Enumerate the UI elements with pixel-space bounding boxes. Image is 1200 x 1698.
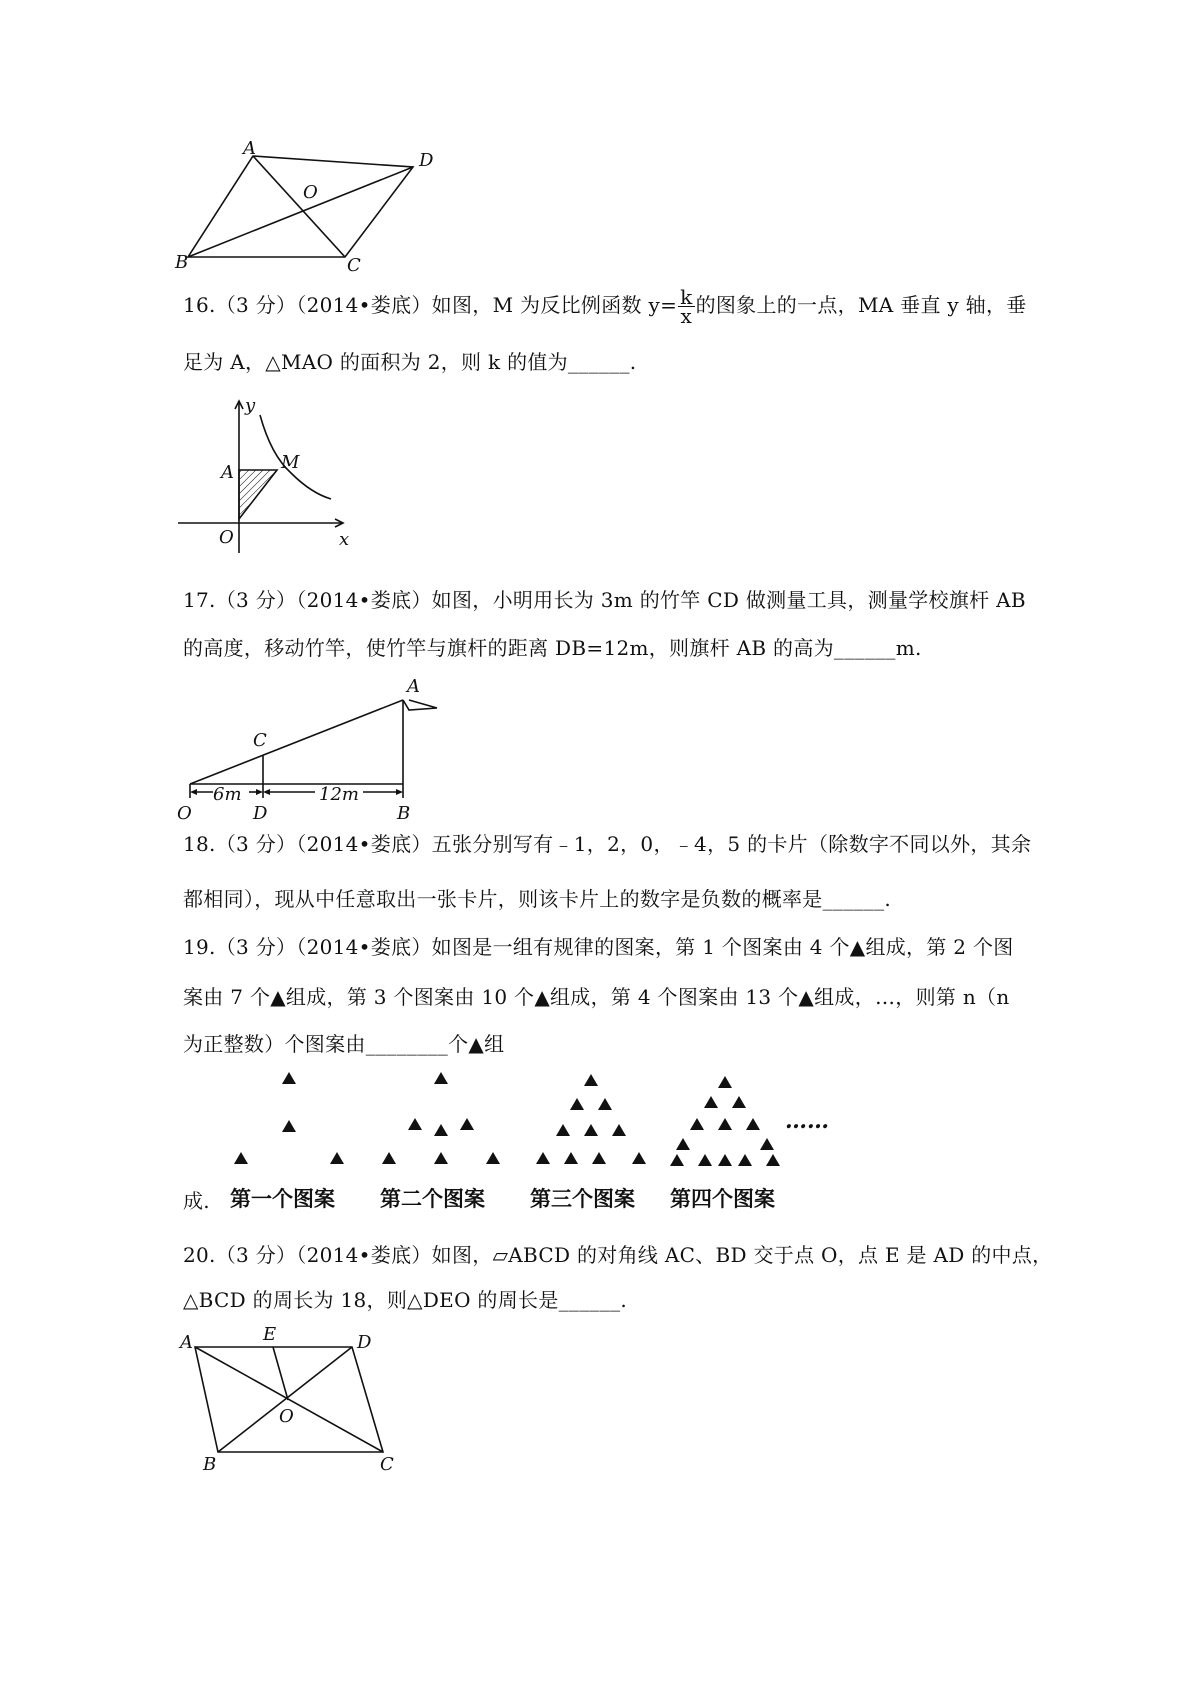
caption-pattern-4: 第四个图案 xyxy=(670,1187,775,1211)
triangle-mark xyxy=(282,1072,296,1084)
triangle-mark xyxy=(434,1152,448,1164)
label-o: O xyxy=(177,803,192,824)
label-a: A xyxy=(221,462,234,483)
q18-line2: 都相同），现从中任意取出一张卡片，则该卡片上的数字是负数的概率是______. xyxy=(183,887,892,911)
triangle-mark xyxy=(584,1074,598,1086)
q19-line2: 案由 7 个▲组成，第 3 个图案由 10 个▲组成，第 4 个图案由 13 个▲组成，…，则第 n（n xyxy=(183,985,1010,1009)
q16-fraction-denominator: x xyxy=(680,304,693,328)
label-b: B xyxy=(175,252,189,273)
triangle-mark xyxy=(738,1154,752,1166)
pattern-ellipsis: …… xyxy=(785,1108,829,1134)
q18-line1: 18.（3 分）（2014•娄底）五张分别写有﹣1，2，0，﹣4，5 的卡片（除数字不同以外，其余 xyxy=(183,832,1032,856)
q16-text-b: 的图象上的一点，MA 垂直 y 轴，垂 xyxy=(695,293,1027,317)
q20-line1: 20.（3 分）（2014•娄底）如图，▱ABCD 的对角线 AC、BD 交于点 O，点 E 是 AD 的中点， xyxy=(183,1243,1053,1267)
label-d: D xyxy=(419,150,434,171)
label-o: O xyxy=(279,1406,294,1427)
label-a: A xyxy=(407,676,420,697)
triangle-mark xyxy=(282,1120,296,1132)
pattern-2 xyxy=(382,1072,500,1164)
triangle-mark xyxy=(704,1096,718,1108)
triangle-mark xyxy=(760,1138,774,1150)
caption-pattern-1: 第一个图案 xyxy=(230,1187,335,1211)
label-c: C xyxy=(347,255,361,276)
triangle-mark xyxy=(718,1076,732,1088)
pattern-3 xyxy=(536,1074,646,1164)
triangle-mark xyxy=(460,1118,474,1130)
label-c: C xyxy=(253,730,267,751)
triangle-mark xyxy=(486,1152,500,1164)
q16-line1 xyxy=(183,285,1027,328)
triangle-mark xyxy=(434,1124,448,1136)
label-x: x xyxy=(339,529,350,550)
label-a: A xyxy=(243,138,256,159)
triangle-mark xyxy=(670,1154,684,1166)
triangle-mark xyxy=(330,1152,344,1164)
triangle-mark xyxy=(698,1154,712,1166)
q20-line2: △BCD 的周长为 18，则△DEO 的周长是______. xyxy=(183,1288,628,1312)
figure-triangle-patterns xyxy=(225,1068,865,1178)
q19-line1: 19.（3 分）（2014•娄底）如图是一组有规律的图案，第 1 个图案由 4 个▲组成，第 2 个图 xyxy=(183,935,1014,959)
label-d: D xyxy=(357,1332,372,1353)
triangle-mark xyxy=(598,1098,612,1110)
label-od-length: 6m xyxy=(213,784,242,805)
pattern-1 xyxy=(234,1072,344,1164)
label-b: B xyxy=(397,803,411,824)
label-o: O xyxy=(303,182,318,203)
triangle-mark xyxy=(718,1118,732,1130)
q17-line1: 17.（3 分）（2014•娄底）如图，小明用长为 3m 的竹竿 CD 做测量工具，测量学校旗杆 AB xyxy=(183,588,1026,612)
q16-line2: 足为 A，△MAO 的面积为 2，则 k 的值为______. xyxy=(183,350,637,374)
q17-line2: 的高度，移动竹竿，使竹竿与旗杆的距离 DB=12m，则旗杆 AB 的高为______m. xyxy=(183,636,922,660)
triangle-mark xyxy=(584,1124,598,1136)
triangle-mark xyxy=(766,1154,780,1166)
triangle-mark xyxy=(690,1118,704,1130)
figure-flagpole xyxy=(175,672,445,824)
triangle-mark xyxy=(434,1072,448,1084)
triangle-mark xyxy=(718,1154,732,1166)
triangle-mark xyxy=(556,1124,570,1136)
q16-fraction-numerator: k xyxy=(680,285,693,309)
label-db-length: 12m xyxy=(319,784,359,805)
q16-text-a: 16.（3 分）（2014•娄底）如图，M 为反比例函数 y= xyxy=(183,293,678,317)
label-d: D xyxy=(253,803,268,824)
label-e: E xyxy=(263,1324,277,1345)
triangle-mark xyxy=(570,1098,584,1110)
pattern-4 xyxy=(670,1076,780,1166)
label-c: C xyxy=(380,1454,394,1475)
label-m: M xyxy=(281,452,300,473)
triangle-mark xyxy=(382,1152,396,1164)
q19-line4: 成. xyxy=(183,1189,210,1213)
label-y: y xyxy=(245,395,256,416)
triangle-mark xyxy=(564,1152,578,1164)
caption-pattern-3: 第三个图案 xyxy=(530,1187,635,1211)
triangle-mark xyxy=(592,1152,606,1164)
caption-pattern-2: 第二个图案 xyxy=(380,1187,485,1211)
triangle-mark xyxy=(536,1152,550,1164)
triangle-mark xyxy=(732,1096,746,1108)
triangle-mark xyxy=(408,1118,422,1130)
figure-parallelogram-abcd xyxy=(175,140,435,275)
label-o: O xyxy=(219,527,234,548)
q16-fraction xyxy=(678,285,694,328)
figure-parallelogram-abcd-midpoint xyxy=(175,1322,415,1474)
label-a: A xyxy=(180,1332,193,1353)
triangle-mark xyxy=(612,1124,626,1136)
triangle-mark xyxy=(632,1152,646,1164)
q19-line3: 为正整数）个图案由________个▲组 xyxy=(183,1032,505,1056)
triangle-mark xyxy=(746,1118,760,1130)
triangle-mark xyxy=(676,1138,690,1150)
figure-hyperbola xyxy=(175,395,365,555)
label-b: B xyxy=(203,1454,217,1475)
triangle-mark xyxy=(234,1152,248,1164)
